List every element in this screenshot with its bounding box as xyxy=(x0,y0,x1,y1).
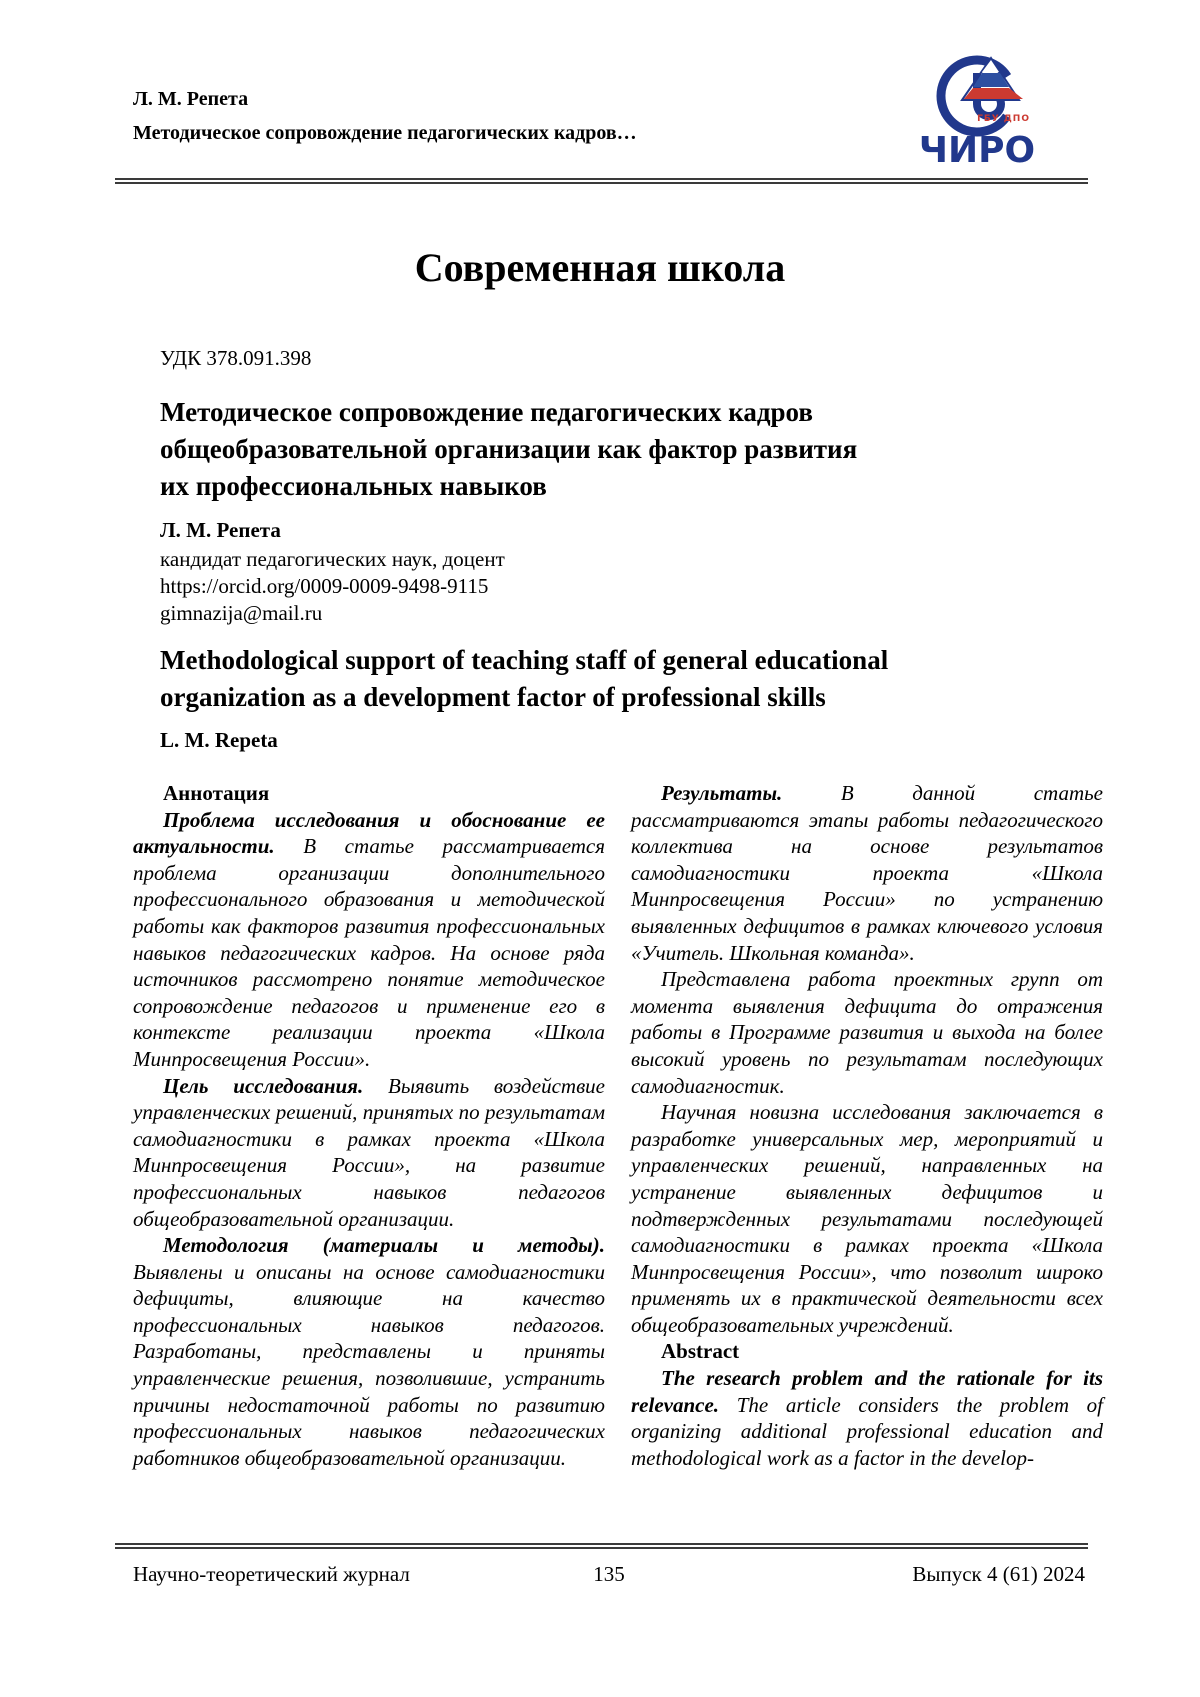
abstract-ru-heading: Аннотация xyxy=(163,781,270,805)
author-name-en: L. M. Repeta xyxy=(160,728,278,752)
article-title-en-line: organization as a development factor of professional skills xyxy=(160,682,826,712)
chiro-logo xyxy=(904,48,1050,177)
abstract-paragraph xyxy=(631,780,1103,966)
abstract-paragraph xyxy=(133,1232,605,1471)
running-header-author: Л. М. Репета xyxy=(133,88,249,110)
author-block xyxy=(160,514,505,627)
paragraph-text: Представлена работа проектных групп от момента выявления дефицита до отражения работы в Программе развития и выхода на более высокий уровень по результатам последующих самодиагностик. xyxy=(631,967,1103,1098)
abstract-paragraph xyxy=(133,807,605,1073)
abstract-column-left xyxy=(133,780,605,1471)
paragraph-lead: Результаты. xyxy=(661,781,783,805)
abstract-column-right xyxy=(631,780,1103,1471)
udc-code: УДК 378.091.398 xyxy=(160,346,312,370)
abstract-paragraph xyxy=(133,1073,605,1233)
paragraph-lead: Методология (материалы и методы). xyxy=(163,1233,605,1258)
footer-page-number: 135 xyxy=(593,1562,625,1586)
article-title-en-line: Methodological support of teaching staff of general educational xyxy=(160,645,889,675)
logo-small-text: ГБУ ДПО xyxy=(977,114,1030,124)
author-degree: кандидат педагогических наук, доцент xyxy=(160,547,505,571)
author-email: gimnazija@mail.ru xyxy=(160,601,323,625)
abstract-en-heading: Abstract xyxy=(661,1339,740,1364)
section-title: Современная школа xyxy=(414,245,786,290)
article-title-ru-line: общеобразовательной организации как фактор развития xyxy=(160,434,858,464)
running-header-title: Методическое сопровождение педагогических кадров… xyxy=(133,122,637,144)
paragraph-lead: The research problem and the rationale for its relevance. xyxy=(631,1366,1103,1417)
paragraph-text: Выявлены и описаны на основе самодиагностики дефициты, влияющие на качество профессиональных навыков педагогов. Разработаны, представлены и приняты управленческие решения, позволившие, устранить причины недостаточной работы по развитию профессиональных навыков педагогических работников общеобразовательной организации. xyxy=(133,1259,605,1470)
paragraph-text: В данной статье рассматриваются этапы работы педагогического коллектива на основе результатов самодиагностики проекта «Школа Минпросвещения России» по устранению выявленных дефицитов в рамках ключевого условия «Учитель. Школьная команда». xyxy=(631,781,1103,965)
page-footer xyxy=(133,1562,1085,1587)
footer-divider xyxy=(115,1543,1088,1549)
abstract-paragraph xyxy=(631,1099,1103,1338)
paragraph-text: The article considers the problem of organizing additional professional education and methodological work as a factor in the develop- xyxy=(631,1392,1103,1470)
abstract-paragraph xyxy=(631,966,1103,1099)
author-name-ru: Л. М. Репета xyxy=(160,518,281,542)
paragraph-lead: Цель исследования. xyxy=(163,1073,364,1098)
footer-issue: Выпуск 4 (61) 2024 xyxy=(912,1562,1085,1586)
paragraph-text: Научная новизна исследования заключается в разработке универсальных мер, мероприятий и управленческих решений, направленных на устранение выявленных дефицитов и подтвержденных результатами последующей самодиагностики в рамках проекта «Школа Минпросвещения России», что позволит широко применять их в практической деятельности всех общеобразовательных учреждений. xyxy=(631,1100,1103,1337)
chiro-logo-icon xyxy=(904,48,1050,172)
abstract-paragraph-en xyxy=(631,1365,1103,1471)
footer-journal-name: Научно-теоретический журнал xyxy=(133,1562,410,1586)
article-title-ru xyxy=(160,394,857,505)
abstract-columns xyxy=(133,780,1103,1471)
article-title-ru-line: Методическое сопровождение педагогических кадров xyxy=(160,397,813,427)
logo-mountain-red xyxy=(964,88,1023,99)
running-header xyxy=(133,82,637,150)
paragraph-text: В статье рассматривается проблема организации дополнительного профессионального образования и методической работы как факторов развития профессиональных навыков педагогических кадров. На основе ряда источников рассмотрено понятие методическое сопровождение педагогов и применение его в контексте реализации проекта «Школа Минпросвещения России». xyxy=(133,834,605,1071)
paragraph-text: Выявить воздействие управленческих решений, принятых по результатам самодиагностики в рамках проекта «Школа Минпросвещения России», на развитие профессиональных навыков педагогов общеобразовательной организации. xyxy=(133,1073,606,1231)
logo-wordmark: ЧИРО xyxy=(918,130,1036,171)
paragraph-lead: Проблема исследования и обоснование ее актуальности. xyxy=(133,807,605,859)
article-title-ru-line: их профессиональных навыков xyxy=(160,471,547,501)
orcid-url: https://orcid.org/0009-0009-9498-9115 xyxy=(160,574,489,598)
article-title-en xyxy=(160,642,888,716)
header-divider xyxy=(115,178,1088,184)
